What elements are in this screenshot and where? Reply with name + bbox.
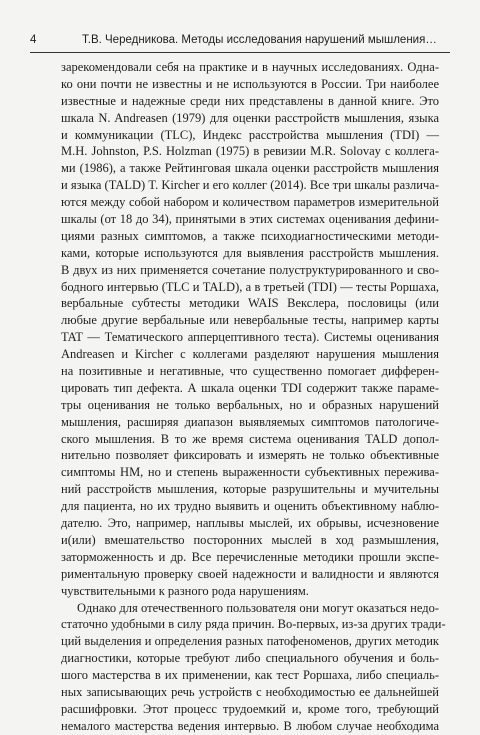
- text-line: В двух из них применяется сочетание полуструктурированного и сво-: [61, 262, 439, 277]
- text-line: ко они почти не известны и не используются в России. Три наиболее: [61, 76, 439, 91]
- paragraph: [61, 59, 439, 600]
- text-line: ками, которые используются для выявления расстройств мышления.: [61, 245, 439, 260]
- text-line: статочно удобными в силу ряда причин. Во-первых, из-за других тради-: [61, 617, 446, 632]
- text-line: и языка (TALD) T. Kircher и его коллег (2014). Все три шкалы различа-: [61, 178, 439, 193]
- text-line: шого мастерства в их применении, как тест Роршаха, либо специаль-: [61, 668, 439, 683]
- text-line: на позитивные и негативные, что существенно помогает дифферен-: [61, 364, 439, 379]
- text-line: тры оценивания не только вербальных, но и образных нарушений: [61, 397, 439, 412]
- text-line: ций выделения и определения разных патофеноменов, других методик: [61, 634, 439, 649]
- text-line: TAT — Тематического апперцептивного теста). Системы оценивания: [61, 330, 439, 345]
- text-line: циями разных симптомов, а также психодиагностическими методи-: [61, 228, 439, 243]
- text-line: и(или) вмешательство посторонних мыслей в ход размышления,: [61, 532, 439, 547]
- text-line: диагностики, которые требуют либо специального обучения и боль-: [61, 651, 439, 666]
- paragraph: [61, 600, 446, 735]
- text-line: расшифровки. Этот процесс трудоемкий и, кроме того, требующий: [61, 701, 439, 716]
- text-line: любые другие вербальные или невербальные тесты, например карты: [61, 313, 439, 328]
- text-line: M.H. Johnston, P.S. Holzman (1975) в ревизии M.R. Solovay с коллега-: [61, 144, 439, 159]
- text-line: шкалы (от 18 до 34), принятыми в этих системах оценивания дефини-: [61, 212, 439, 227]
- text-line: риментальную проверку своей надежности и валидности и являются: [61, 566, 439, 581]
- body-text: [61, 59, 446, 735]
- text-line: ми (1986), а также Рейтинговая шкала оценки расстройств мышления: [61, 161, 439, 176]
- text-line: Однако для отечественного пользователя они могут оказаться недо-: [77, 600, 439, 615]
- text-line: вербальные субтесты методики WAIS Векслера, пословицы (или: [61, 296, 439, 311]
- text-line: дателю. Это, например, наплывы мыслей, их обрывы, исчезновение: [61, 516, 439, 531]
- text-line: нительно позволяет фиксировать и измерять не только объективные: [61, 448, 439, 463]
- text-line: симптомы НМ, но и степень выраженности субъективных пережива-: [61, 465, 439, 480]
- text-line: и коммуникации (TLC), Индекс расстройства мышления (TDI) —: [61, 127, 439, 142]
- running-header: [30, 32, 450, 53]
- text-line: заторможенность и др. Все перечисленные методики прошли экспе-: [61, 549, 439, 564]
- text-line: для пациента, но их трудно выявить и оценить объективному наблю-: [61, 499, 439, 514]
- text-line: мышления, расширяя диапазон выявляемых симптомов патологиче-: [61, 414, 439, 429]
- text-line: зарекомендовали себя на практике и в научных исследованиях. Одна-: [61, 60, 439, 74]
- text-line: немалого мастерства ведения интервью. В любом случае необходима: [61, 718, 439, 733]
- page-number: 4: [30, 34, 37, 46]
- running-title: Т.В. Чередникова. Методы исследования нарушений мышления…: [82, 34, 437, 46]
- text-line: чувствительными к разного рода нарушениям.: [61, 583, 309, 598]
- text-line: ных записывающих речь устройств с необходимостью ее дальнейшей: [61, 684, 439, 699]
- text-line: бодного интервью (TLC и TALD), а в третьей (TDI) — тесты Роршаха,: [61, 279, 439, 294]
- text-line: цировать тип дефекта. А шкала оценки TDI содержит также параме-: [61, 380, 439, 395]
- text-line: Andreasen и Kircher с коллегами разделяют нарушения мышления: [61, 347, 439, 362]
- text-line: ний расстройств мышления, которые разрушительны и мучительны: [61, 482, 439, 497]
- text-line: шкала N. Andreasen (1979) для оценки расстройств мышления, языка: [61, 110, 439, 125]
- text-line: ского мышления. В то же время система оценивания TALD допол-: [61, 431, 439, 446]
- text-line: известные и надежные среди них представлены в данной книге. Это: [61, 93, 439, 108]
- text-line: ются между собой набором и количеством параметров измерительной: [61, 195, 439, 210]
